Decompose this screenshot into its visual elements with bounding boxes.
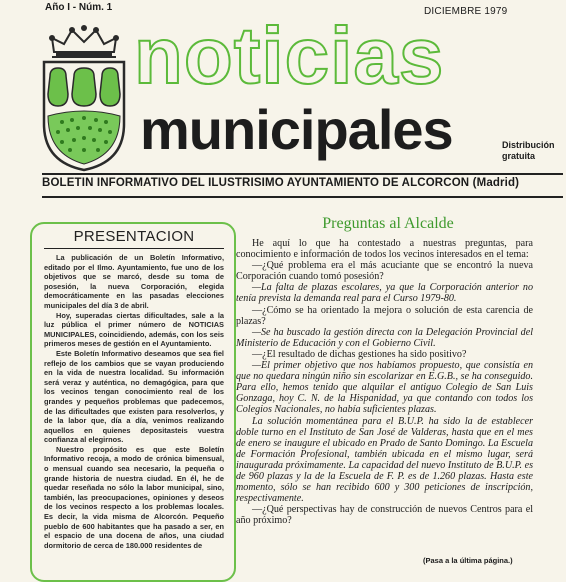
issue-number: Año I - Núm. 1	[45, 2, 113, 13]
presentation-body	[44, 253, 224, 573]
interview-question: —¿Cómo se ha orientado la mejora o solución de esta carencia de plazas?	[236, 304, 533, 327]
interview-answer: —Se ha buscado la gestión directa con la Delegación Provincial del Ministerio de Educación y con el Gobierno Civil.	[236, 326, 533, 349]
interview-question: —¿El resultado de dichas gestiones ha sido positivo?	[252, 348, 467, 360]
distribution-note: Distribución gratuita	[502, 140, 555, 162]
interview-answer: —La falta de plazas escolares, ya que la Corporación anterior no tenía prevista la demanda real para el Curso 1979-80.	[236, 282, 533, 305]
continued-note: (Pasa a la última página.)	[423, 556, 513, 565]
header-rule-bottom	[42, 196, 563, 198]
presentation-paragraph: Nuestro propósito es que este Boletín Informativo recoja, a modo de crónica bimensual, o mensual cuando sea necesario, la pequeña o grande historia de nuestra ciudad. En él, he de quedar reseñada no sólo la labor municipal, sino, también, las preocupaciones, opiniones y deseos de los vecinos respecto a los problemas locales. Es decir, la vida misma de Alcorcón. Pequeño pueblo de 600 habitantes que ha pasado a ser, en el espacio de una docena de años, una ciudad dormitorio de cerca de 180.000 residentes de	[44, 444, 224, 550]
issue-date: DICIEMBRE 1979	[424, 6, 508, 17]
publication-subtitle: BOLETIN INFORMATIVO DEL ILUSTRISIMO AYUNTAMIENTO DE ALCORCON (Madrid)	[42, 177, 520, 189]
interview-body	[236, 238, 533, 556]
masthead-subtitle: municipales	[140, 98, 453, 161]
interview-question: —¿Qué perspectivas hay de construcción de nuevos Centros para el año próximo?	[236, 504, 533, 527]
interview-answer: La solución momentánea para el B.U.P. ha sido la de establecer doble turno en el Instituto de San José de Valderas, hasta que en el mes de enero se inaugure el ubicado en Prado de Santo Domingo. La Escuela de Formación Profesional, también ubicada en el mismo lugar, será inaugurada próximamente. La capacidad del nuevo Instituto de B.U.P. es de 960 plazas y la de la Escuela de F. P. es de 1.260 plazas. Hasta este momento, sólo se han recibido 600 y 300 peticiones de inscripción, respectivamente.	[236, 415, 533, 505]
municipal-coat-of-arms-icon	[38, 24, 130, 174]
header-rule-top	[42, 173, 563, 175]
interview-question: He aquí lo que ha contestado a nuestras preguntas, para conocimiento e información de todos los vecinos interesados en el tema:	[236, 238, 533, 261]
interview-heading: Preguntas al Alcalde	[322, 215, 454, 232]
presentation-paragraph: Hoy, superadas ciertas dificultades, sale a la luz pública el primer número de NOTICIAS MUNICIPALES, coincidiendo, además, con los seis primeros meses de gestión en el Ayuntamiento.	[44, 310, 224, 349]
presentation-paragraph: Este Boletín Informativo deseamos que sea fiel reflejo de los cambios que se vayan produciendo en la vida de nuestra localidad. Su información será veraz y auténtica, no demagógica, para que los vecinos tengan conocimiento real de los grandes y pequeños problemas que padecemos, de las dificultades que existen para resolverlos, y de la labor que, día a día, venimos realizando aquellos en quienes depositasteis vuestra confianza al elegirnos.	[44, 348, 224, 445]
presentation-heading: PRESENTACION	[73, 228, 195, 245]
presentation-paragraph: La publicación de un Boletín Informativo, editado por el Ilmo. Ayuntamiento, fue uno de los objetivos que se marcó, desde su toma de posesión, la nueva Corporación, elegida democráticamente en las pasadas elecciones municipales del día 3 de abril.	[44, 253, 224, 310]
masthead-title: noticias	[134, 11, 445, 100]
interview-answer: —El primer objetivo que nos habíamos propuesto, que consistía en que no quedara ningún niño sin escolarizar en E.G.B., se ha conseguido. Para ello, hemos tenido que alquilar el antiguo Colegio de San Luis Gonzaga, hoy C. N. de la Hispanidad, ya que contando con todos los Colegios Nacionales, no había suficientes plazas.	[236, 360, 533, 416]
interview-question: —¿Qué problema era el más acuciante que se encontró la nueva Corporación cuando tomó posesión?	[236, 260, 533, 283]
presentation-heading-rule	[44, 248, 224, 249]
